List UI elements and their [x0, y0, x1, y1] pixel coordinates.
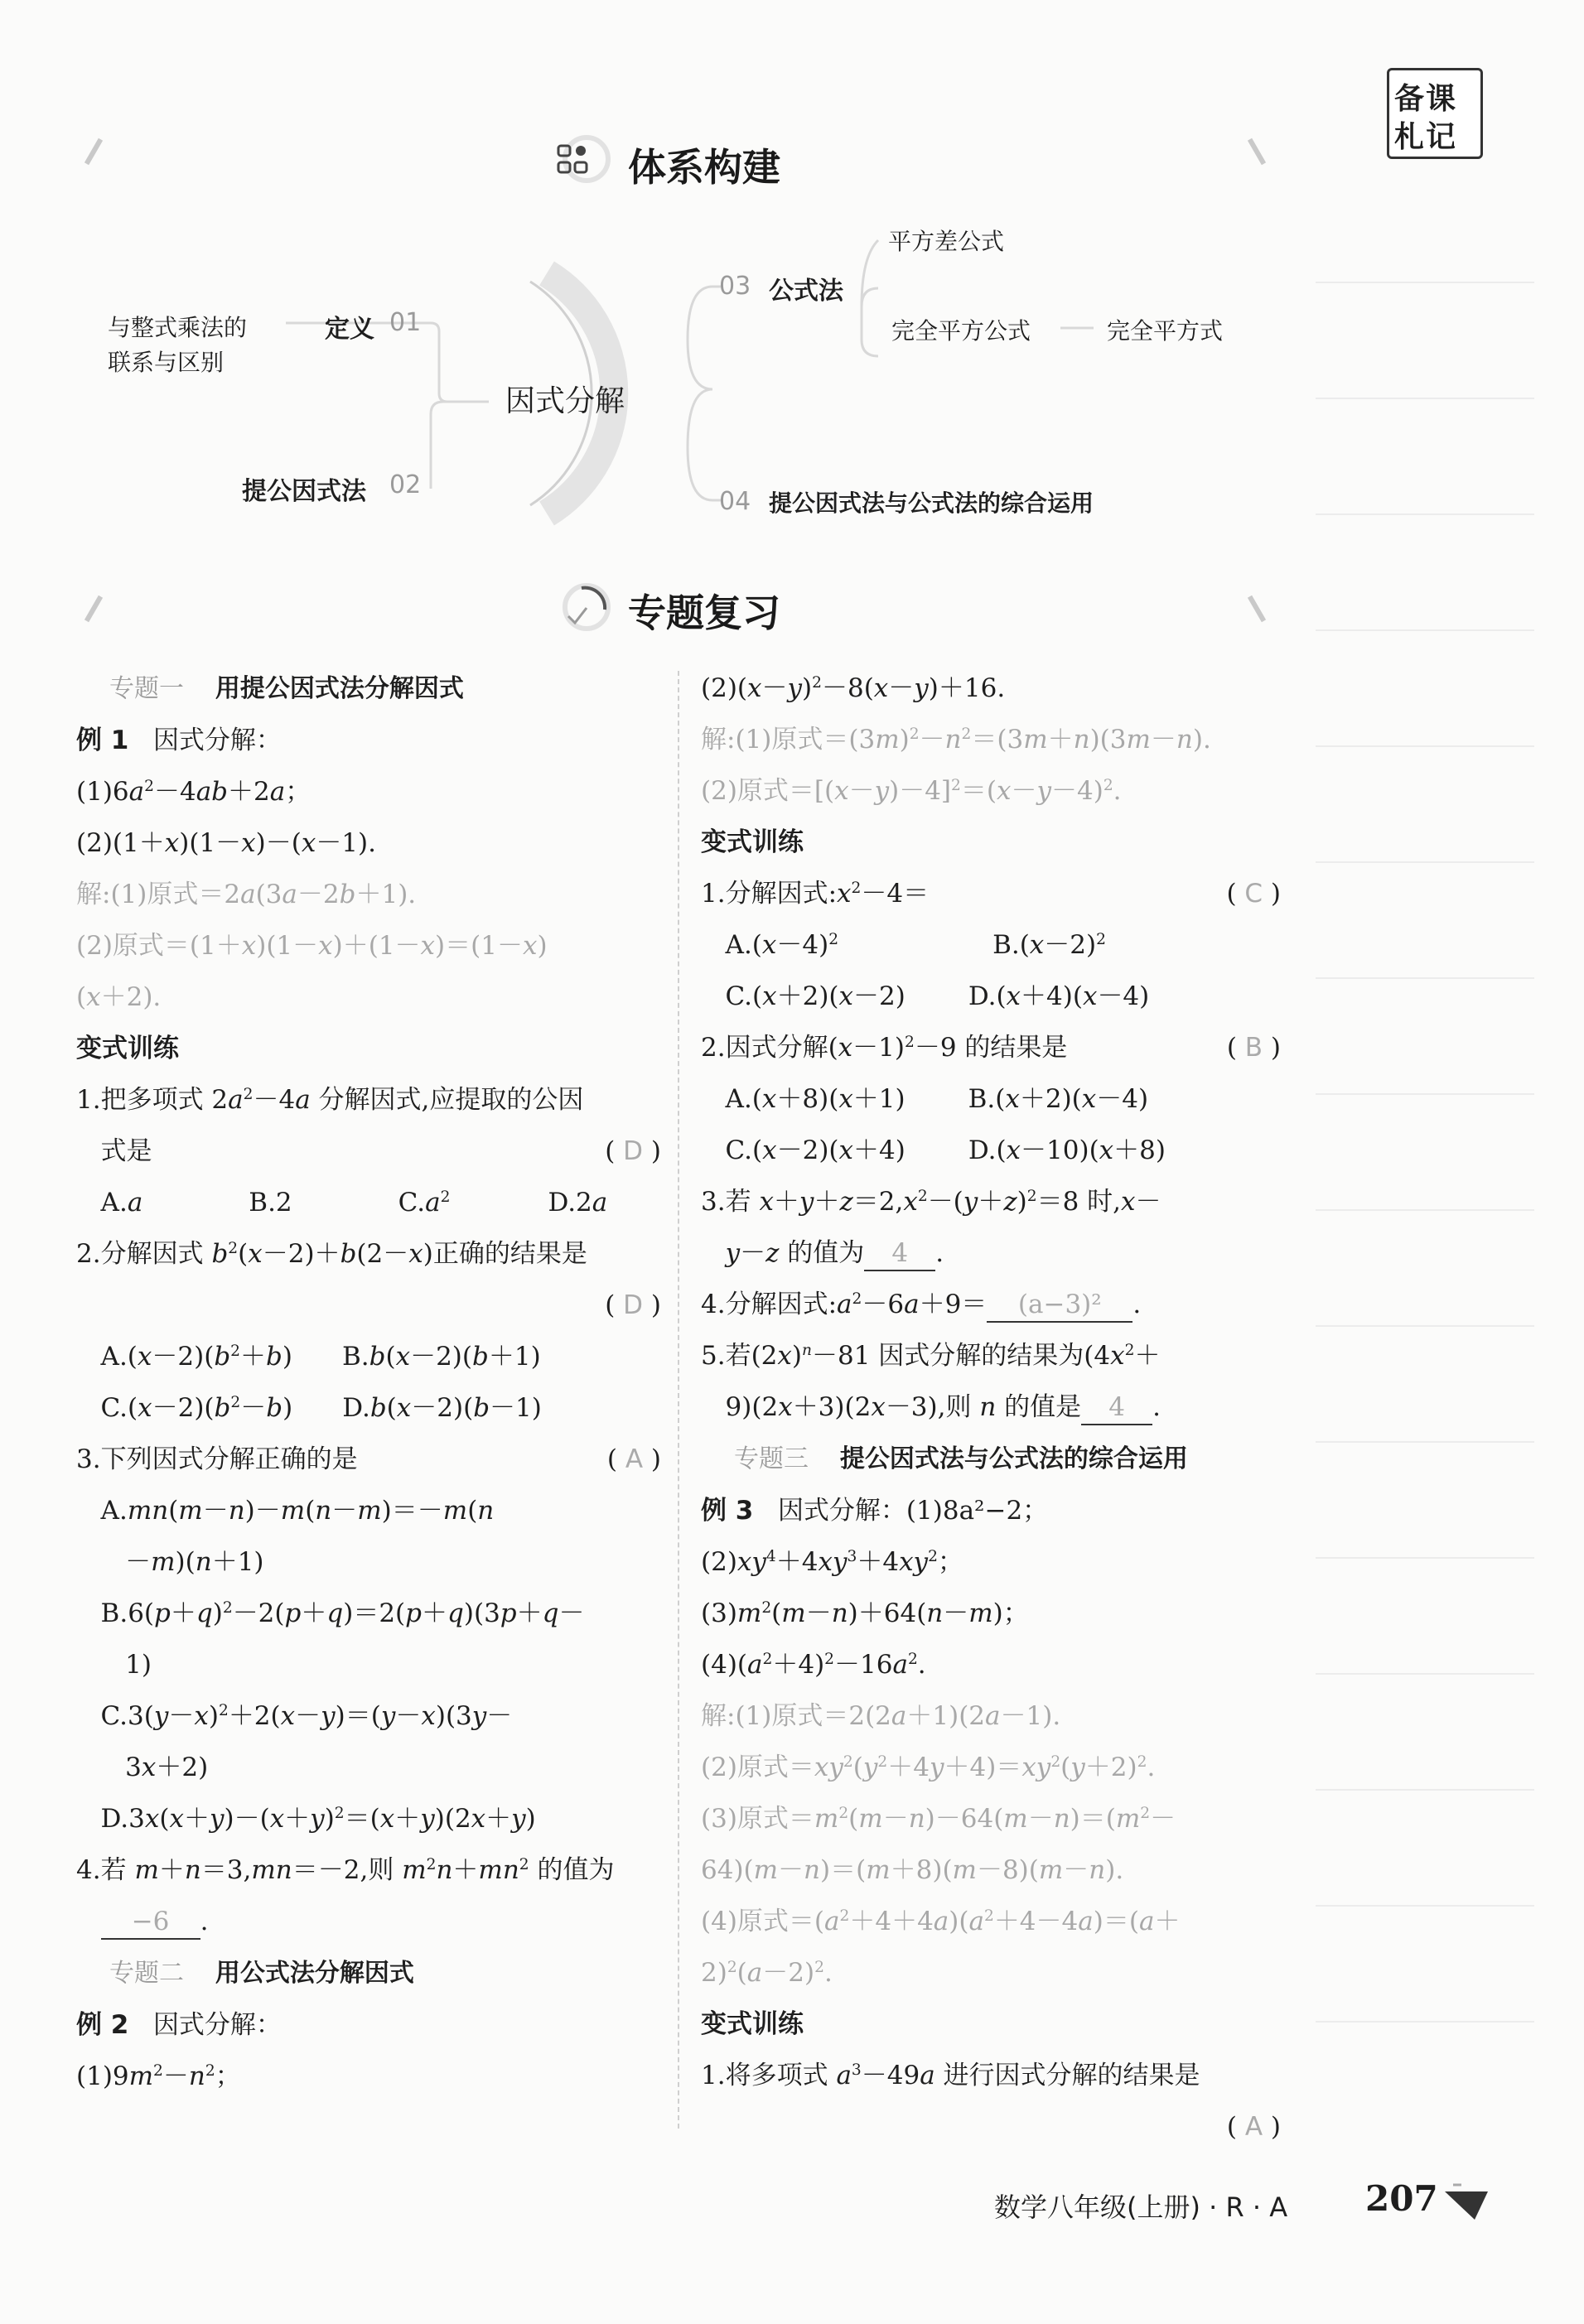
q1-cont: 式是 ( D ): [76, 1126, 663, 1177]
topic-1-header: [76, 663, 663, 715]
example-1-text: 因式分解：: [152, 726, 282, 755]
badge-bottom-text: 札记: [1394, 120, 1458, 154]
footer-book-info: 数学八年级(上册) · R · A: [994, 2191, 1288, 2223]
q1-choice[interactable]: ( D ): [605, 1136, 661, 1166]
example-1: [76, 715, 663, 766]
example-1-solution2: (2)原式＝(1＋x)(1－x)＋(1－x)＝(1－x): [76, 931, 548, 961]
example-3: [701, 1485, 1281, 1536]
q3-option-b-cont: 1): [76, 1650, 152, 1680]
q4-answer-blank[interactable]: −6: [101, 1905, 200, 1940]
example-2-part2: $(2)(x-y)^2-8(x-y)+16$.: [701, 673, 1006, 703]
node-02-label: 提公因式法: [242, 477, 366, 506]
example-1-label: 例 1: [76, 726, 129, 755]
example-2-label: 例 2: [76, 2010, 129, 2040]
node-03-sub-perfect-square: 完全平方公式: [891, 317, 1031, 345]
example-3-label: 例 3: [701, 1496, 754, 1526]
topic-3-label: 专题三: [734, 1444, 809, 1473]
example-1-part1: $(1)6a^2-4ab+2a$；: [76, 777, 311, 807]
topic-3-title: 提公因式法与公式法的综合运用: [839, 1444, 1188, 1473]
example-1-solution2-cont: (x＋2).: [76, 982, 162, 1012]
node-03-num: 03: [719, 272, 751, 301]
example-3-text: 因式分解：(1)8a²−2；: [777, 1496, 1049, 1526]
p5-answer-blank[interactable]: 4: [1081, 1391, 1152, 1425]
p2: 2.因式分解$(x-1)^2-9$ 的结果是 ( B ): [701, 1022, 1281, 1073]
topic-1-title: 用提公因式法分解因式: [215, 674, 464, 703]
node-04-label: 提公因式法与公式法的综合运用: [769, 489, 1094, 517]
node-01-label: 定义: [325, 315, 374, 344]
t3q1: 1.将多项式 $a^3-49a$ 进行因式分解的结果是: [701, 2061, 1200, 2090]
p5-cont: 9)(2x＋3)(2x－3),则 n 的值是 4 .: [701, 1381, 1281, 1433]
p4-answer-blank[interactable]: (a−3)²: [987, 1288, 1132, 1323]
p1-options-cd: C.(x＋2)(x－2) D.(x＋4)(x－4): [701, 981, 1150, 1011]
section-title-structure: 体系构建: [628, 145, 780, 190]
notes-badge: [1387, 68, 1483, 159]
example-2-solution2: (2)原式$=[(x-y)-4]^2=(x-y-4)^2$.: [701, 776, 1122, 806]
column-divider: [678, 671, 679, 2129]
badge-top-text: 备课: [1394, 82, 1458, 116]
mindmap-center: 因式分解: [505, 384, 625, 418]
p5: 5.若$(2x)^n-81$ 因式分解的结果为($4x^2+$: [701, 1341, 1161, 1371]
page-number: 207: [1365, 2178, 1438, 2219]
q3-option-c-cont: 3x＋2): [76, 1753, 209, 1782]
example-3-part4: $(4)(a^2+4)^2-16a^2$.: [701, 1650, 926, 1680]
example-3-solution3-cont: 64)(m－n)＝(m＋8)(m－8)(m－n).: [701, 1855, 1124, 1885]
p2-choice[interactable]: ( B ): [1226, 1033, 1281, 1063]
topic-2-title: 用公式法分解因式: [215, 1959, 414, 1988]
example-2-solution1: 解:(1)原式$=(3m)^2-n^2=(3m+n)(3m-n)$.: [701, 725, 1211, 755]
section-decor-left: [85, 138, 103, 165]
t3q1-choice[interactable]: ( A ): [1226, 2112, 1281, 2142]
q2-options-cd: $C.(x-2)(b^2-b)$ D.b(x－2)(b－1): [76, 1393, 542, 1423]
section-decor-right: [1248, 138, 1266, 165]
p1: 1.分解因式$:x^2-4=$ ( C ): [701, 868, 1281, 919]
q2: 2.分解因式 $b^2(x-2)+b(2-x)$正确的结果是: [76, 1239, 587, 1269]
q4: 4.若 m＋n＝3,mn＝－2,则 $m^2n+mn^2$ 的值为: [76, 1855, 615, 1885]
p2-options-cd: C.(x－2)(x＋4) D.(x－10)(x＋8): [701, 1135, 1166, 1165]
example-3-part3: $(3)m^2(m-n)+64(n-m)$；: [701, 1598, 1029, 1628]
p3: 3.若 $x+y+z=2,x^2-(y+z)^2=8$ 时,x－: [701, 1187, 1161, 1217]
node-01-note-line2: 联系与区别: [108, 349, 225, 376]
left-column: [76, 663, 663, 2102]
t3q1-choice-line: [701, 2101, 1281, 2153]
example-3-solution4: (4)原式$=(a^2+4+4a)(a^2+4-4a)=(a+$: [701, 1907, 1181, 1936]
practice-2-title: 变式训练: [701, 827, 804, 857]
example-1-part2: (2)(1＋x)(1－x)－(x－1).: [76, 828, 376, 858]
example-3-solution3: (3)原式$=m^2(m-n)-64(m-n)=(m^2-$: [701, 1804, 1176, 1834]
section-decor-right-2: [1248, 595, 1266, 622]
q3-choice[interactable]: ( A ): [606, 1444, 661, 1474]
q2-choice[interactable]: ( D ): [605, 1290, 661, 1320]
p3-answer-blank[interactable]: 4: [864, 1237, 935, 1271]
p3-cont: y－z 的值为 4 .: [701, 1227, 1281, 1279]
p4: 4.分解因式$:a^2-6a+9= (a-3)^2$ .: [701, 1279, 1281, 1330]
node-03-sub-perfect-square-form: 完全平方式: [1107, 317, 1224, 345]
topic-1-label: 专题一: [109, 674, 184, 703]
q2-choice-line: [76, 1280, 663, 1331]
practice-3-title: 变式训练: [701, 2009, 804, 2039]
p1-options-ab: $A.(x-4)^2$ $B.(x-2)^2$: [701, 930, 1106, 960]
right-column: [701, 663, 1281, 2153]
q4-cont: −6 .: [76, 1896, 663, 1947]
example-3-solution2: (2)原式$=xy^2(y^2+4y+4)=xy^2(y+2)^2$.: [701, 1753, 1156, 1782]
node-04-num: 04: [719, 487, 751, 516]
topic-2-header: [76, 1947, 663, 1999]
node-03-label: 公式法: [769, 277, 843, 306]
practice-1-title: 变式训练: [76, 1034, 179, 1063]
q3-option-a: A.mn(m－n)－m(n－m)＝－m(n: [76, 1496, 495, 1526]
p2-options-ab: A.(x＋8)(x＋1) B.(x＋2)(x－4): [701, 1084, 1149, 1114]
example-3-part2: $(2)xy^4+4xy^3+4xy^2$；: [701, 1547, 963, 1577]
p1-choice[interactable]: ( C ): [1226, 879, 1281, 909]
review-icon: [557, 580, 611, 634]
node-03-sub-difference-of-squares: 平方差公式: [888, 228, 1005, 255]
q3-option-a-cont: －m)(n＋1): [76, 1547, 264, 1577]
section-title-review: 专题复习: [628, 591, 780, 635]
structure-icon: [553, 134, 611, 184]
topic-2-label: 专题二: [109, 1959, 184, 1988]
topic-3-header: [701, 1433, 1281, 1485]
example-3-solution1: 解:(1)原式＝2(2a＋1)(2a－1).: [701, 1701, 1061, 1731]
q1: 1.把多项式 $2a^2-4a$ 分解因式,应提取的公因: [76, 1085, 584, 1115]
example-2: [76, 1999, 663, 2051]
q3: 3.下列因式分解正确的是 ( A ): [76, 1434, 663, 1485]
example-1-solution1: 解:(1)原式＝2a(3a－2b＋1).: [76, 880, 417, 909]
q3-option-d: $D.3x(x+y)-(x+y)^2=(x+y)(2x+y)$: [76, 1804, 536, 1834]
section-decor-left-2: [85, 595, 103, 622]
example-3-solution4-cont: $2)^2(a-2)^2$.: [701, 1958, 833, 1988]
example-2-text: 因式分解：: [152, 2010, 282, 2040]
corner-arrow-icon: [1442, 2182, 1491, 2223]
node-01-num: 01: [389, 308, 422, 337]
node-02-num: 02: [389, 470, 422, 499]
q2-options-ab: $A.(x-2)(b^2+b)$ B.b(x－2)(b＋1): [76, 1342, 541, 1372]
q3-option-c: $C.3(y-x)^2+2(x-y)=(y-x)(3y-$: [76, 1701, 513, 1731]
q3-option-b: $B.6(p+q)^2-2(p+q)=2(p+q)(3p+q-$: [76, 1598, 585, 1628]
mindmap-connectors: [0, 215, 1326, 547]
example-2-part1: $(1)9m^2-n^2$；: [76, 2061, 241, 2091]
node-01-note-line1: 与整式乘法的: [108, 314, 248, 341]
q1-options: A.a B.2 $C.a^2$ D.2a: [76, 1188, 608, 1217]
